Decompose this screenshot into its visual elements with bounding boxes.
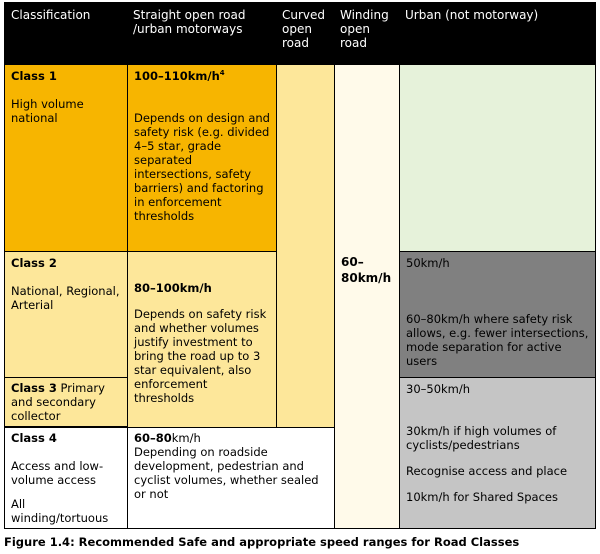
class3-title: Class 3 bbox=[11, 381, 57, 395]
class2-urban-speed: 50km/h bbox=[406, 256, 450, 270]
class1-straight bbox=[127, 65, 276, 252]
class1-title: Class 1 bbox=[11, 69, 57, 83]
class2-note: Depends on safety risk and whether volumes justify investment to bring the road up to 3 star equivalent, also enforcement thresholds bbox=[134, 307, 267, 405]
header-curved: Curved open road bbox=[276, 3, 334, 65]
class2-urban-note: 60–80km/h where safety risk allows, e.g. fewer intersections, mode separation for active users bbox=[406, 312, 589, 368]
header-urban: Urban (not motorway) bbox=[399, 3, 596, 65]
class4-urban-note1: 30km/h if high volumes of cyclists/pedestrians bbox=[406, 424, 557, 452]
class4-speed: 60–80km/h bbox=[134, 431, 201, 445]
class4-urban-note2: Recognise access and place bbox=[406, 464, 568, 478]
curved-column-fill bbox=[276, 65, 334, 427]
speed-table bbox=[4, 2, 596, 529]
class3-classification bbox=[5, 378, 127, 427]
class3-urban-speed: 30–50km/h bbox=[406, 382, 471, 396]
class3-urban bbox=[399, 378, 596, 528]
class4-note: Depending on roadside development, pedestrian and cyclist volumes, whether sealed or not bbox=[134, 445, 319, 501]
class4-straight-curved bbox=[127, 427, 334, 528]
class2-classification bbox=[5, 252, 127, 378]
class2-title: Class 2 bbox=[11, 256, 57, 270]
class1-urban bbox=[399, 65, 596, 252]
class4-desc2: All winding/tortuous bbox=[11, 497, 109, 525]
class2-desc: National, Regional, Arterial bbox=[11, 284, 120, 312]
class3-desc: Primary and secondary collector bbox=[11, 381, 105, 423]
class1-speed: $100-110km/h^4$ bbox=[134, 69, 225, 83]
figure-caption: Figure 1.4: Recommended Safe and appropriate speed ranges for Road Classes bbox=[4, 535, 520, 549]
header-winding: Winding open road bbox=[334, 3, 399, 65]
header-straight: Straight open road /urban motorways bbox=[127, 3, 276, 65]
class1-desc: High volume national bbox=[11, 97, 84, 125]
header-classification: Classification bbox=[5, 3, 127, 65]
class1-classification bbox=[5, 65, 127, 252]
winding-speed-cell: 60–80km/h bbox=[334, 65, 399, 528]
class4-classification bbox=[5, 427, 127, 528]
class1-footnote: 4 bbox=[219, 69, 225, 77]
class4-desc: Access and low-volume access bbox=[11, 459, 104, 487]
class4-title: Class 4 bbox=[11, 431, 57, 445]
class23-straight bbox=[127, 252, 276, 427]
class4-urban-note3: 10km/h for Shared Spaces bbox=[406, 490, 558, 504]
class1-note: Depends on design and safety risk (e.g. divided 4–5 star, grade separated intersections, safety barriers) and factoring in enforcement thresholds bbox=[134, 111, 270, 223]
class2-urban bbox=[399, 252, 596, 378]
class2-speed: 80–100km/h bbox=[134, 281, 212, 295]
